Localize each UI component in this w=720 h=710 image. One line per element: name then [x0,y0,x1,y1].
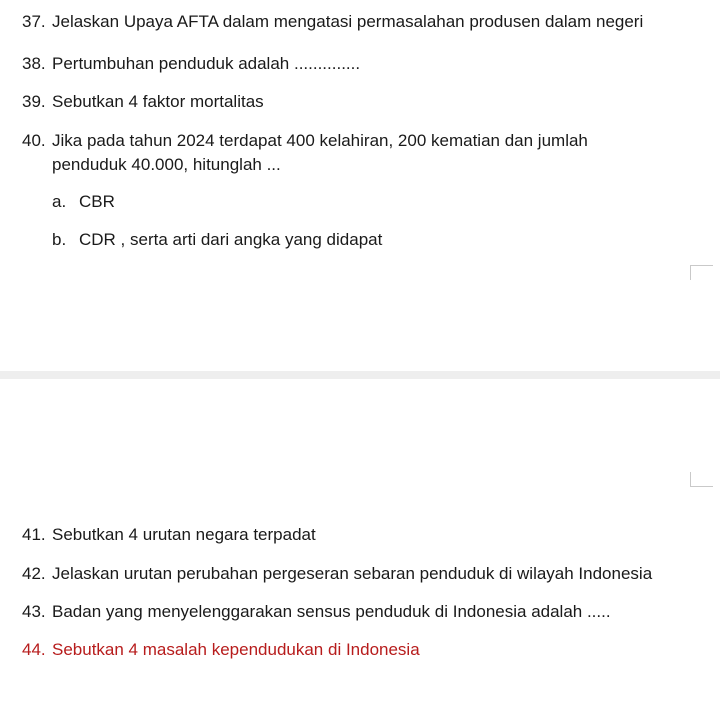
question-43 [22,600,611,624]
question-text: Badan yang menyelenggarakan sensus penduduk di Indonesia adalah ..... [52,602,611,621]
question-text: Jelaskan Upaya AFTA dalam mengatasi permasalahan produsen dalam negeri [52,12,644,31]
question-number: 42. [22,564,46,583]
question-44 [22,638,420,662]
sub-item-a [52,190,115,214]
question-text: Sebutkan 4 faktor mortalitas [52,92,264,111]
sub-item-letter: a. [52,192,67,211]
question-number: 44. [22,640,46,659]
sub-item-text: CBR [79,192,115,211]
question-37 [22,10,643,34]
question-text: Pertumbuhan penduduk adalah .............. [52,54,361,73]
question-39 [22,90,264,114]
section-divider [0,371,720,379]
sub-item-letter: b. [52,230,67,249]
question-text: Sebutkan 4 urutan negara terpadat [52,525,316,544]
question-41 [22,523,316,547]
question-number: 39. [22,92,46,111]
sub-item-text: CDR , serta arti dari angka yang didapat [79,230,383,249]
crop-corner-bottom-icon [690,472,713,487]
question-number: 38. [22,54,46,73]
question-text: Sebutkan 4 masalah kependudukan di Indonesia [52,640,420,659]
question-40 [22,129,682,177]
question-number: 37. [22,12,46,31]
question-text-continuation: penduduk 40.000, hitunglah ... [52,155,281,174]
question-42 [22,562,652,586]
question-number: 41. [22,525,46,544]
crop-corner-top-icon [690,265,713,280]
question-38 [22,52,360,76]
question-number: 43. [22,602,46,621]
sub-item-b [52,228,382,252]
question-text: Jelaskan urutan perubahan pergeseran sebaran penduduk di wilayah Indonesia [52,564,653,583]
question-text: Jika pada tahun 2024 terdapat 400 kelahiran, 200 kematian dan jumlah [52,131,588,150]
question-number: 40. [22,131,46,150]
